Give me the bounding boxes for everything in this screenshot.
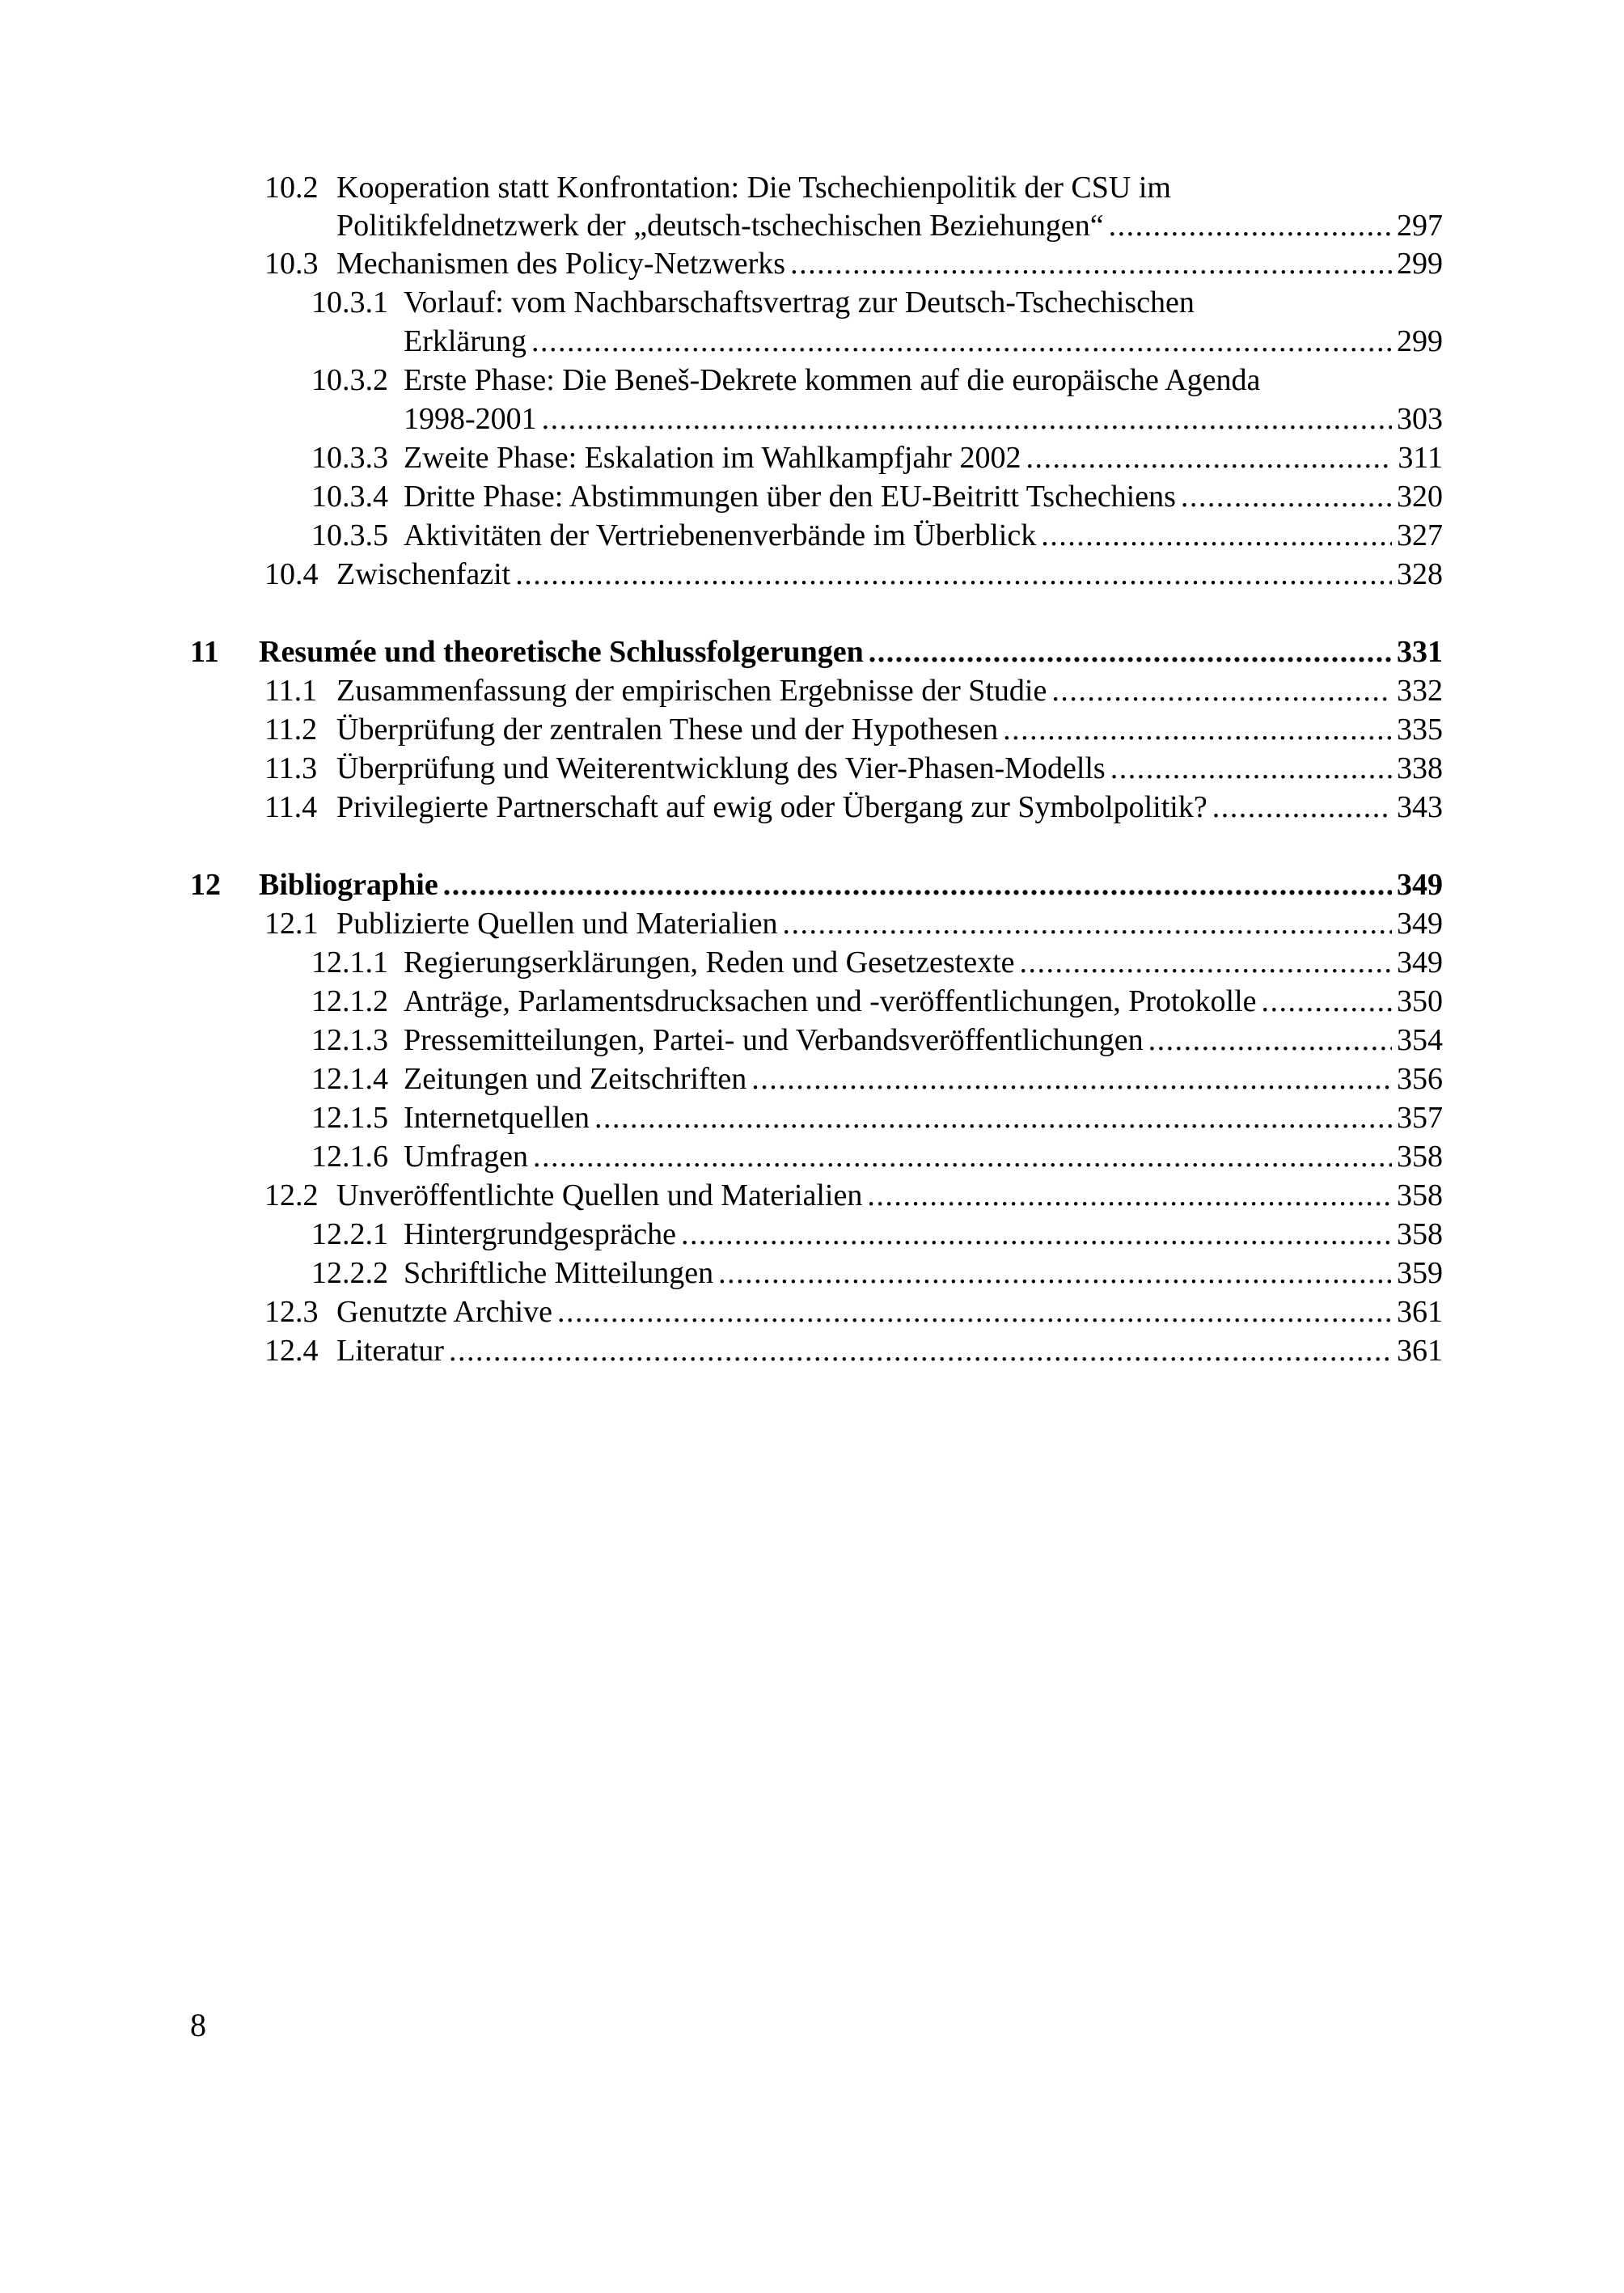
chapter-title: Bibliographie bbox=[259, 868, 438, 902]
toc-entry-10-3-2-continued bbox=[311, 400, 1443, 438]
entry-page: 331 bbox=[1397, 635, 1443, 669]
entry-page: 354 bbox=[1397, 1023, 1443, 1057]
entry-page: 320 bbox=[1397, 480, 1443, 514]
entry-page: 358 bbox=[1397, 1140, 1443, 1174]
section-number: 10.3.1 bbox=[311, 286, 388, 319]
section-number: 10.3.5 bbox=[311, 518, 388, 552]
section-number: 12.1.5 bbox=[311, 1101, 388, 1135]
page-number: 8 bbox=[190, 2007, 206, 2043]
dot-leader bbox=[449, 1331, 1392, 1370]
toc-entry-11-2 bbox=[264, 710, 1443, 749]
entry-page: 358 bbox=[1397, 1178, 1443, 1212]
section-number: 11.2 bbox=[264, 713, 318, 747]
entry-page: 303 bbox=[1397, 402, 1443, 436]
toc-entry-10-3-3 bbox=[311, 438, 1443, 477]
toc-entry-11-4 bbox=[264, 788, 1443, 827]
chapter-title: Resumée und theoretische Schlussfolgerungen bbox=[259, 635, 864, 669]
toc-entry-12-4 bbox=[264, 1331, 1443, 1370]
entry-page: 311 bbox=[1398, 441, 1443, 475]
chapter-number: 11 bbox=[190, 635, 219, 669]
toc-entry-12-1-3 bbox=[311, 1021, 1443, 1060]
dot-leader bbox=[1212, 788, 1392, 827]
toc-entry-12-1-1 bbox=[311, 943, 1443, 982]
section-number: 12.4 bbox=[264, 1334, 319, 1368]
entry-page: 299 bbox=[1397, 324, 1443, 358]
toc-entry-10-3-4 bbox=[311, 477, 1443, 516]
entry-page: 357 bbox=[1397, 1101, 1443, 1135]
entry-page: 349 bbox=[1397, 868, 1443, 902]
section-number: 11.3 bbox=[264, 751, 318, 785]
entry-title: Mechanismen des Policy-Netzwerks bbox=[336, 247, 786, 281]
section-number: 12.2 bbox=[264, 1178, 319, 1212]
entry-title-line-1: Vorlauf: vom Nachbarschaftsvertrag zur Deutsch-Tschechischen bbox=[404, 286, 1195, 319]
entry-title: Zusammenfassung der empirischen Ergebnisse der Studie bbox=[336, 674, 1047, 708]
section-number: 10.3.2 bbox=[311, 363, 388, 397]
section-number: 12.2.2 bbox=[311, 1256, 388, 1290]
dot-leader bbox=[594, 1098, 1392, 1137]
dot-leader bbox=[1110, 749, 1392, 788]
entry-page: 299 bbox=[1397, 247, 1443, 281]
toc-entry-12-2 bbox=[264, 1176, 1443, 1215]
dot-leader bbox=[1051, 671, 1392, 710]
entry-title: Überprüfung der zentralen These und der Hypothesen bbox=[336, 713, 999, 747]
entry-page: 343 bbox=[1397, 790, 1443, 824]
toc-entry-11-3 bbox=[264, 749, 1443, 788]
section-number: 10.4 bbox=[264, 557, 319, 591]
entry-page: 338 bbox=[1397, 751, 1443, 785]
dot-leader bbox=[557, 1292, 1392, 1331]
section-number: 12.1.6 bbox=[311, 1140, 388, 1174]
entry-title: Pressemitteilungen, Partei- und Verbandsveröffentlichungen bbox=[404, 1023, 1144, 1057]
section-number: 10.3.3 bbox=[311, 441, 388, 475]
entry-title: Dritte Phase: Abstimmungen über den EU-Beitritt Tschechiens bbox=[404, 480, 1176, 514]
dot-leader bbox=[783, 904, 1392, 943]
toc-entry-12-1-2 bbox=[311, 982, 1443, 1021]
section-number: 11.4 bbox=[264, 790, 318, 824]
entry-title-line-2: Politikfeldnetzwerk der „deutsch-tschechischen Beziehungen“ bbox=[336, 209, 1104, 243]
toc-entry-10-4 bbox=[264, 555, 1443, 594]
entry-title: Aktivitäten der Vertriebenenverbände im Überblick bbox=[404, 518, 1037, 552]
entry-page: 327 bbox=[1397, 518, 1443, 552]
section-number: 10.3 bbox=[264, 247, 319, 281]
toc-entry-12-2-2 bbox=[311, 1254, 1443, 1292]
dot-leader bbox=[515, 555, 1392, 594]
section-number: 12.1.2 bbox=[311, 984, 388, 1018]
dot-leader bbox=[1181, 477, 1392, 516]
dot-leader bbox=[533, 1137, 1392, 1176]
entry-title: Umfragen bbox=[404, 1140, 529, 1174]
section-number: 12.3 bbox=[264, 1295, 319, 1329]
section-number: 12.1.1 bbox=[311, 946, 388, 979]
entry-page: 361 bbox=[1397, 1295, 1443, 1329]
dot-leader bbox=[1109, 206, 1392, 245]
entry-page: 361 bbox=[1397, 1334, 1443, 1368]
toc-entry-12-1-6 bbox=[311, 1137, 1443, 1176]
toc-entry-12-1 bbox=[264, 904, 1443, 943]
dot-leader bbox=[531, 322, 1392, 361]
entry-page: 350 bbox=[1397, 984, 1443, 1018]
toc-entry-12-1-5 bbox=[311, 1098, 1443, 1137]
dot-leader bbox=[443, 865, 1392, 904]
entry-title: Hintergrundgespräche bbox=[404, 1217, 676, 1251]
toc-chapter-11 bbox=[190, 632, 1443, 671]
toc-entry-12-3 bbox=[264, 1292, 1443, 1331]
toc-entry-10-3 bbox=[264, 244, 1443, 283]
dot-leader bbox=[790, 244, 1392, 283]
toc-entry-12-1-4 bbox=[311, 1060, 1443, 1098]
entry-page: 356 bbox=[1397, 1062, 1443, 1096]
entry-title-line-1: Kooperation statt Konfrontation: Die Tschechienpolitik der CSU im bbox=[336, 171, 1171, 205]
toc-entry-10-3-1-continued bbox=[311, 322, 1443, 361]
entry-page: 349 bbox=[1397, 907, 1443, 941]
entry-title: Unveröffentlichte Quellen und Materialien bbox=[336, 1178, 863, 1212]
dot-leader bbox=[867, 1176, 1392, 1215]
toc-entry-10-2 bbox=[264, 168, 1443, 207]
section-number: 12.1.4 bbox=[311, 1062, 388, 1096]
dot-leader bbox=[1148, 1021, 1392, 1060]
entry-page: 328 bbox=[1397, 557, 1443, 591]
entry-title: Schriftliche Mitteilungen bbox=[404, 1256, 714, 1290]
toc-entry-12-2-1 bbox=[311, 1215, 1443, 1254]
section-number: 10.2 bbox=[264, 171, 319, 205]
chapter-number: 12 bbox=[190, 868, 221, 902]
section-number: 12.1.3 bbox=[311, 1023, 388, 1057]
entry-title-line-2: 1998-2001 bbox=[404, 402, 537, 436]
dot-leader bbox=[1020, 943, 1392, 982]
section-number: 10.3.4 bbox=[311, 480, 388, 514]
section-number: 12.1 bbox=[264, 907, 319, 941]
entry-title-line-1: Erste Phase: Die Beneš-Dekrete kommen auf die europäische Agenda bbox=[404, 363, 1261, 397]
section-number: 12.2.1 bbox=[311, 1217, 388, 1251]
entry-title: Überprüfung und Weiterentwicklung des Vier-Phasen-Modells bbox=[336, 751, 1106, 785]
toc-chapter-12 bbox=[190, 865, 1443, 904]
entry-title: Anträge, Parlamentsdrucksachen und -veröffentlichungen, Protokolle bbox=[404, 984, 1257, 1018]
entry-title: Publizierte Quellen und Materialien bbox=[336, 907, 778, 941]
entry-title: Regierungserklärungen, Reden und Gesetzestexte bbox=[404, 946, 1015, 979]
dot-leader bbox=[681, 1215, 1392, 1254]
entry-title-line-2: Erklärung bbox=[404, 324, 527, 358]
section-number: 11.1 bbox=[264, 674, 318, 708]
toc-entry-11-1 bbox=[264, 671, 1443, 710]
toc-entry-10-3-5 bbox=[311, 516, 1443, 555]
toc-entry-10-3-2 bbox=[311, 361, 1443, 400]
dot-leader bbox=[542, 400, 1392, 438]
dot-leader bbox=[718, 1254, 1392, 1292]
entry-title: Internetquellen bbox=[404, 1101, 590, 1135]
entry-title: Literatur bbox=[336, 1334, 444, 1368]
entry-title: Zeitungen und Zeitschriften bbox=[404, 1062, 747, 1096]
entry-page: 335 bbox=[1397, 713, 1443, 747]
entry-title: Genutzte Archive bbox=[336, 1295, 552, 1329]
dot-leader bbox=[869, 632, 1392, 671]
dot-leader bbox=[1041, 516, 1392, 555]
entry-title: Zweite Phase: Eskalation im Wahlkampfjahr 2002 bbox=[404, 441, 1021, 475]
toc-entry-10-3-1 bbox=[311, 283, 1443, 322]
toc-entry-10-2-continued bbox=[264, 206, 1443, 245]
entry-page: 358 bbox=[1397, 1217, 1443, 1251]
dot-leader bbox=[1026, 438, 1393, 477]
dot-leader bbox=[1262, 982, 1392, 1021]
entry-title: Privilegierte Partnerschaft auf ewig oder Übergang zur Symbolpolitik? bbox=[336, 790, 1207, 824]
entry-page: 349 bbox=[1397, 946, 1443, 979]
entry-page: 297 bbox=[1397, 209, 1443, 243]
entry-title: Zwischenfazit bbox=[336, 557, 511, 591]
dot-leader bbox=[1003, 710, 1392, 749]
entry-page: 332 bbox=[1397, 674, 1443, 708]
dot-leader bbox=[751, 1060, 1392, 1098]
entry-page: 359 bbox=[1397, 1256, 1443, 1290]
